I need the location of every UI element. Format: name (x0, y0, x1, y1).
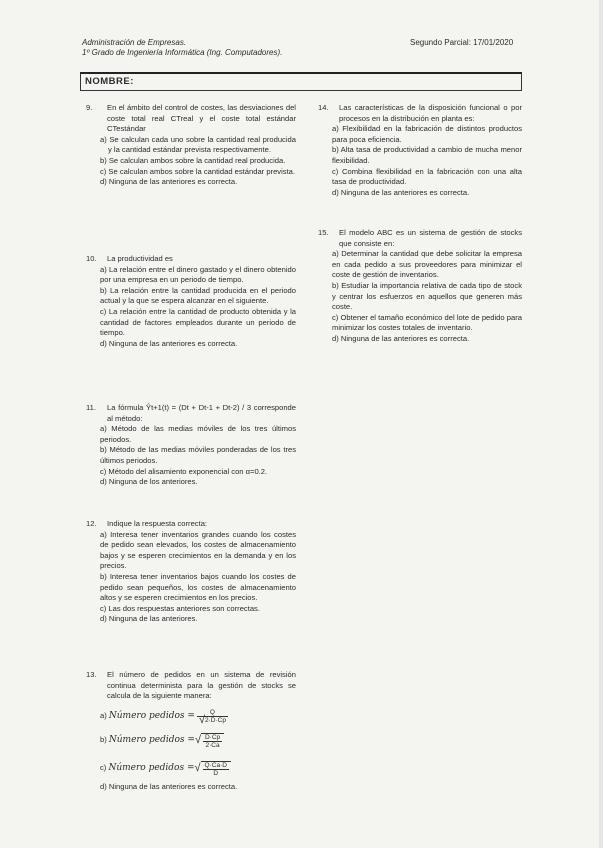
option-c[interactable]: c) La relación entre la cantidad de producto obtenida y la cantidad de factores empleados durante un periodo de tiempo. (100, 306, 296, 338)
exam-date: Segundo Parcial: 17/01/2020 (410, 38, 514, 47)
numerator: D·Cp (204, 733, 221, 741)
option-a[interactable]: a) Flexibilidad en la fabricación de distintos productos para poca eficiencia. (332, 124, 522, 144)
question-14 (318, 103, 522, 198)
question-11 (86, 403, 296, 488)
radicand (201, 733, 224, 749)
question-number: 11. (86, 403, 96, 412)
denominator: D (213, 769, 219, 777)
question-number: 9. (86, 103, 93, 112)
question-number: 14. (318, 103, 329, 112)
question-number: 13. (86, 670, 97, 679)
option-d[interactable]: d) Ninguna de las anteriores es correcta. (100, 338, 238, 348)
course-header (82, 38, 282, 58)
question-10 (86, 254, 296, 349)
radicand (201, 761, 231, 777)
option-letter: a) (100, 711, 107, 721)
option-b[interactable] (86, 732, 296, 750)
course-degree: 1º Grado de Ingeniería Informática (Ing. Computadores). (82, 48, 283, 57)
question-9 (86, 103, 296, 188)
name-label: NOMBRE: (85, 76, 134, 87)
question-12 (86, 519, 296, 625)
option-b[interactable]: b) Alta tasa de productividad a cambio de mucha menor flexibilidad. (332, 145, 522, 165)
option-c[interactable] (86, 760, 296, 778)
name-field[interactable] (80, 72, 522, 91)
question-number: 12. (86, 519, 97, 528)
question-stem: El número de pedidos en un sistema de revisión continua determinista para la gestión de stocks se calcula de la siguiente manera: (107, 670, 296, 701)
denominator: 2·Ca (205, 741, 220, 749)
option-d[interactable]: d) Ninguna de las anteriores. (100, 614, 198, 624)
option-letter: b) (100, 735, 107, 745)
question-stem: En el ámbito del control de costes, las desviaciones del coste total real CTreal y el coste total estándar CTestándar (107, 103, 296, 134)
option-d[interactable]: d) Ninguna de las anteriores es correcta. (100, 177, 238, 187)
option-c[interactable]: c) Se calculan ambos sobre la cantidad estándar prevista. (100, 166, 296, 176)
sqrt-icon: √ (194, 734, 201, 747)
fraction (203, 762, 229, 777)
question-number: 10. (86, 254, 97, 263)
option-d[interactable]: d) Ninguna de las anteriores es correcta. (332, 333, 470, 343)
option-a[interactable]: a) La relación entre el dinero gastado y el dinero obtenido por una empresa en un periodo de tiempo. (100, 264, 296, 285)
question-13 (86, 670, 296, 792)
sqrt-icon: √ (194, 762, 201, 775)
question-stem: La productividad es (107, 254, 173, 263)
formula-text: Número pedidos = (108, 763, 195, 774)
numerator: Q (197, 709, 228, 717)
option-d[interactable]: d) Ninguna de los anteriores. (100, 477, 198, 487)
course-title: Administración de Empresas. (82, 38, 187, 47)
option-d[interactable]: d) Ninguna de las anteriores es correcta. (100, 781, 238, 791)
question-number: 15. (318, 228, 329, 237)
question-stem: Indique la respuesta correcta: (107, 519, 208, 528)
formula-text: Número pedidos = (108, 711, 195, 722)
option-b[interactable]: b) Estudiar la importancia relativa de cada tipo de stock y centrar los esfuerzos en aquellos que generen más coste. (332, 280, 522, 312)
fraction (203, 734, 222, 749)
option-a[interactable]: a) Interesa tener inventarios grandes cuando los costes de pedido sean elevados, los costes de almacenamiento bajos y se esperen crecimientos en la demanda y en los precios. (100, 529, 296, 571)
denominator: 2·D·Cp (204, 717, 226, 725)
formula-text: Número pedidos = (108, 735, 195, 746)
option-b[interactable]: b) La relación entre la cantidad producida en el periodo actual y la que se espera alcanzar en el siguiente. (100, 285, 296, 306)
question-stem: Las características de la disposición funcional o por procesos en la distribución en planta es: (339, 103, 522, 123)
sqrt-icon: √ (198, 714, 205, 727)
option-c[interactable]: c) Combina flexibilidad en la fabricación con una alta tasa de productividad. (332, 166, 522, 187)
option-a[interactable]: a) Método de las medias móviles de los tres últimos periodos. (100, 424, 296, 444)
question-stem: El modelo ABC es un sistema de gestión de stocks que consiste en: (339, 228, 522, 248)
option-a[interactable]: a) Se calculan cada uno sobre la cantidad real producida y la cantidad estándar prevista respectivamente. (100, 134, 296, 155)
option-a[interactable] (86, 708, 296, 726)
question-stem: La fórmula Ŷt+1(t) = (Dt + Dt-1 + Dt-2) / 3 corresponde al método: (107, 403, 296, 423)
option-d[interactable]: d) Ninguna de las anteriores es correcta. (332, 187, 470, 197)
fraction (197, 709, 228, 727)
option-letter: c) (100, 763, 107, 773)
option-c[interactable]: c) Método del alisamiento exponencial con α=0.2. (100, 466, 268, 476)
option-b[interactable]: b) Interesa tener inventarios bajos cuando los costes de pedido sean pequeños, los costes de almacenamiento altos y se esperen crecimientos en los precios. (100, 571, 296, 603)
numerator: Q·Ca·D (204, 761, 227, 769)
question-15 (318, 228, 522, 345)
option-c[interactable]: c) Las dos respuestas anteriores son correctas. (100, 603, 260, 613)
option-b[interactable]: b) Método de las medias móviles ponderadas de los tres últimos periodos. (100, 445, 296, 465)
option-b[interactable]: b) Se calculan ambos sobre la cantidad real producida. (100, 155, 286, 165)
page-edge (599, 0, 603, 848)
option-a[interactable]: a) Determinar la cantidad que debe solicitar la empresa en cada pedido a sus proveedores para minimizar el coste de gestión de inventarios. (332, 249, 522, 280)
option-c[interactable]: c) Obtener el tamaño económico del lote de pedido para minimizar los costes totales de inventario. (332, 312, 522, 333)
